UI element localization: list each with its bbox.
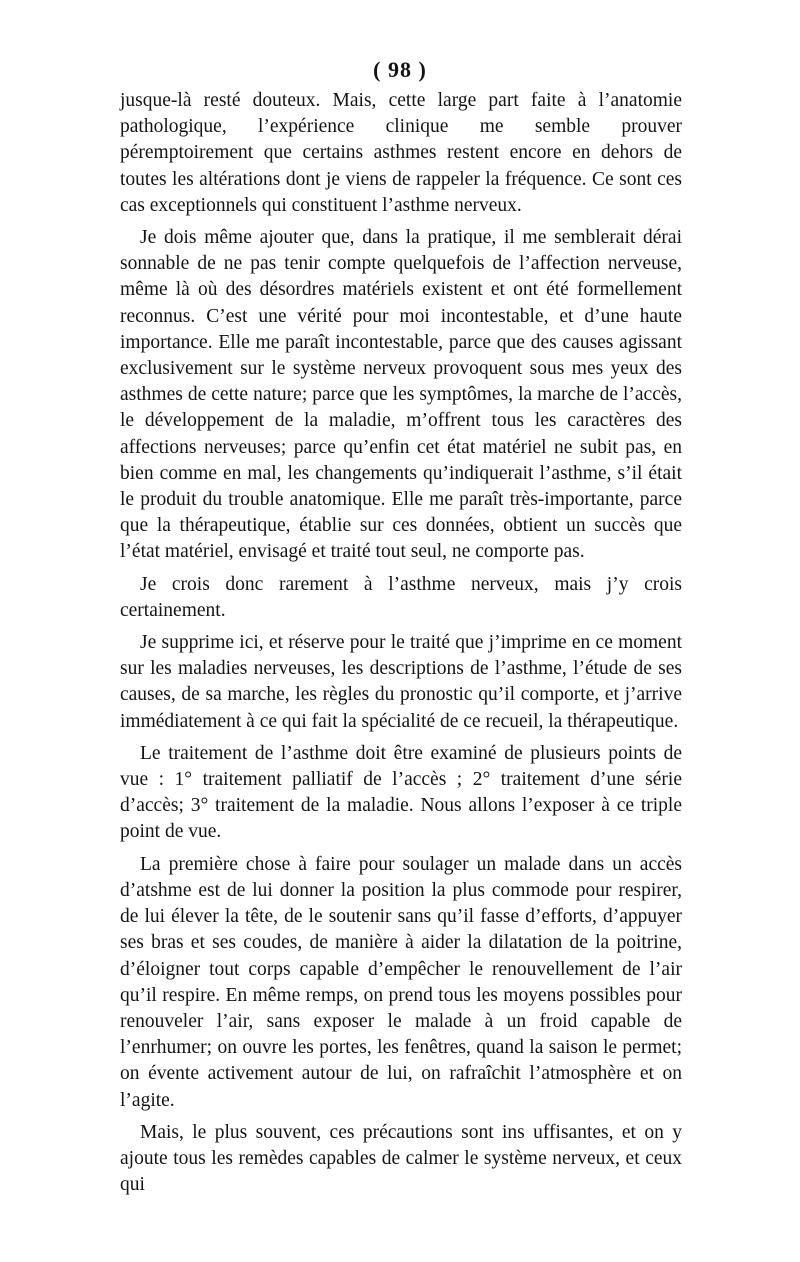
paragraph-5: Le traitement de l’asthme doit être examiné de plusieurs points de vue : 1° traitement palliatif de l’accès ; 2° traitement d’une série d’accès; 3° traitement de la maladie. Nous allons l’exposer à ce triple point de vue. xyxy=(120,742,682,843)
page-number: ( 98 ) xyxy=(373,57,427,82)
paragraph-4: Je supprime ici, et réserve pour le traité que j’imprime en ce moment sur les maladies nerveuses, les descriptions de l’asthme, l’étude de ses causes, de sa marche, les règles du pronostic qu’il comporte, et j’arrive immédiatement à ce qui fait la spécialité de ce recueil, la thérapeutique. xyxy=(120,632,682,732)
paragraph-6: La première chose à faire pour soulager un malade dans un accès d’atshme est de lui donner la position la plus commode pour respirer, de lui élever la tête, de le soutenir sans qu’il fasse d’efforts, d’appuyer ses bras et ses coudes, de manière à aider la dilatation de la poitrine, d’éloigner tout corps capable d’empêcher le renouvellement de l’air qu’il respire. En même remps, on prend tous les moyens possibles pour renouveler l’air, sans exposer le malade à un froid capable de l’enrhumer; on ouvre les portes, les fenêtres, quand la saison le permet; on évente activement autour de lui, on rafraîchit l’atmosphère et on l’agite. xyxy=(120,853,682,1111)
paragraph-3: Je crois donc rarement à l’asthme nerveux, mais j’y crois certainement. xyxy=(120,573,682,621)
paragraph-7: Mais, le plus souvent, ces précautions sont ins uffisantes, et on y ajoute tous les remèdes capables de calmer le système nerveux, et ceux qui xyxy=(120,1121,682,1196)
body-text xyxy=(120,88,682,1204)
paragraph-2: Je dois même ajouter que, dans la pratique, il me semblerait dérai sonnable de ne pas tenir compte quelquefois de l’affection nerveuse, même là où des désordres matériels existent et ont été formellement reconnus. C’est une vérité pour moi incontestable, et d’une haute importance. Elle me paraît incontestable, parce que des causes agissant exclusivement sur le système nerveux provoquent sous mes yeux des asthmes de cette nature; parce que les symptômes, la marche de l’accès, le développement de la maladie, m’offrent tous les caractères des affections nerveuses; parce qu’enfin cet état matériel ne subit pas, en bien comme en mal, les changements qu’indiquerait l’asthme, s’il était le produit du trouble anatomique. Elle me paraît très-importante, parce que la thérapeutique, établie sur ces données, obtient un succès que l’état matériel, envisagé et traité tout seul, ne comporte pas. xyxy=(120,227,682,563)
paragraph-1: jusque-là resté douteux. Mais, cette large part faite à l’anatomie pathologique, l’expérience clinique me semble prouver péremptoirement que certains asthmes restent encore en dehors de toutes les altérations dont je viens de rappeler la fréquence. Ce sont ces cas exceptionnels qui constituent l’asthme nerveux. xyxy=(120,90,682,216)
